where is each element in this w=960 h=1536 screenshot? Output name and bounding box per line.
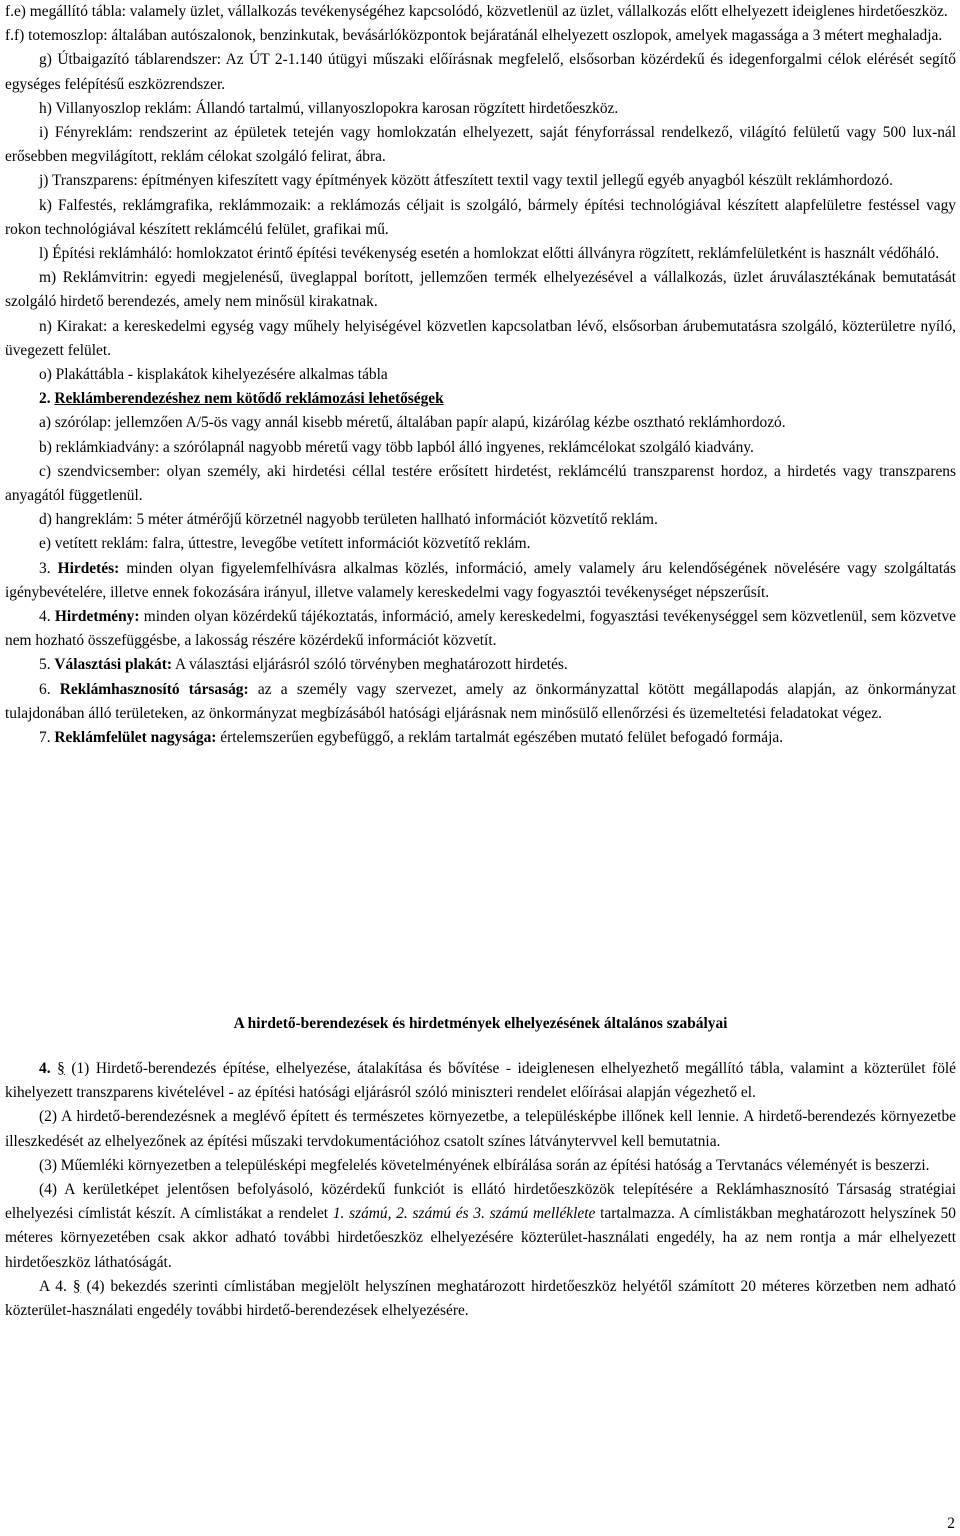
paragraph-4-5 bbox=[5, 1275, 956, 1323]
definition-6-number: 6. bbox=[39, 680, 51, 698]
section-2-number: 2. bbox=[39, 390, 51, 408]
definition-7-text: értelemszerűen egybefüggő, a reklám tartalmát egészében mutató felület befogadó formája. bbox=[220, 729, 784, 747]
definition-5-term: Választási plakát: bbox=[54, 656, 172, 674]
annex-reference: 1. számú, 2. számú és 3. számú melléklete bbox=[332, 1205, 596, 1223]
paragraph-2d: d) hangreklám: 5 méter átmérőjű körzetnél nagyobb területen hallható információt közvetítő reklám. bbox=[39, 511, 658, 529]
paragraph-4-3: (3) Műemléki környezetben a településképi megfelelés követelményének elbírálása során az építési hatóság a Tervtanács véleményét is beszerzi. bbox=[39, 1156, 930, 1174]
paragraph-h: h) Villanyoszlop reklám: Állandó tartalmú, villanyoszlopokra karosan rögzített hirdetőeszköz. bbox=[39, 99, 619, 117]
section-sign: § bbox=[57, 1060, 65, 1077]
definition-5 bbox=[5, 653, 956, 677]
definition-6-term: Reklámhasznosító társaság: bbox=[59, 680, 249, 698]
paragraph-fe: f.e) megállító tábla: valamely üzlet, vállalkozás tevékenységéhez kapcsolódó, közvetlenül az üzlet, vállalkozás előtt elhelyezett ideiglenes hirdetőeszköz. bbox=[5, 3, 948, 20]
definition-5-number: 5. bbox=[39, 656, 51, 674]
paragraph-m: m) Reklámvitrin: egyedi megjelenésű, üveglappal borított, jellemzően termék elhelyezésével a vállalkozás, üzlet áruválasztékának bemutatását szolgáló hirdető berendezés, amely nem minősül kirakatnak. bbox=[5, 269, 956, 311]
paragraph-4-4-text-a: (4) A kerületképet jelentősen befolyásoló, közérdekű funkciót is ellátó hirdetőeszközök telepítésére a Reklámhasznosító Társaság stratégiai elhelyezési címlistát készít. A címlistákat a rendelet bbox=[5, 1181, 956, 1223]
definition-4 bbox=[5, 605, 956, 653]
page-number: 2 bbox=[947, 1515, 955, 1532]
paragraph-l: l) Építési reklámháló: homlokzatot érintő építési tevékenység esetén a homlokzat előtti állványra rögzített, reklámfelületként is használt védőháló. bbox=[39, 245, 940, 263]
definition-6 bbox=[5, 678, 956, 726]
paragraph-4-4-text-b: tartalmazza. A címlistákban meghatározott helyszínek 50 méteres környezetében csak akkor adható további hirdetőeszköz elhelyezésére közterület-használati engedély, ha az nem rontja a már elhelyezett hirdetőeszköz láthatóságát. bbox=[5, 1205, 956, 1271]
definition-3 bbox=[5, 557, 956, 605]
definition-7 bbox=[5, 726, 956, 750]
definition-3-number: 3. bbox=[39, 559, 51, 577]
paragraph-n: n) Kirakat: a kereskedelmi egység vagy műhely helyiségével közvetlen kapcsolatban lévő, elsősorban árubemutatásra szolgáló, közterületre nyíló, üvegezett felület. bbox=[5, 317, 956, 359]
paragraph-4-4 bbox=[5, 1178, 956, 1275]
paragraph-o: o) Plakáttábla - kisplakátok kihelyezésére alkalmas tábla bbox=[39, 366, 388, 384]
section-heading: A hirdető-berendezések és hirdetmények elhelyezésének általános szabályai bbox=[233, 1015, 728, 1032]
definition-4-term: Hirdetmény: bbox=[54, 608, 140, 626]
paragraph-i: i) Fényreklám: rendszerint az épületek tetején vagy homlokzatán elhelyezett, saját fényforrással rendelkező, világító felületű vagy 500 lux-nál erősebben megvilágított, reklám célokat szolgáló felirat, ábra. bbox=[5, 124, 956, 166]
section-definitions-continued bbox=[5, 0, 956, 750]
section-4-number: 4. bbox=[39, 1060, 51, 1077]
paragraph-2a: a) szórólap: jellemzően A/5-ös vagy annál kisebb méretű, általában papír alapú, kizárólag kézbe osztható reklámhordozó. bbox=[39, 414, 786, 432]
definition-3-text: minden olyan figyelemfelhívásra alkalmas közlés, információ, amely valamely áru kelendőségének növelésére vagy szolgáltatás igénybevételére, illetve ennek fokozására irányul, illetve valamely kereskedelmi vagy fogyasztói tevékenységet népszerűsít. bbox=[5, 559, 956, 601]
definition-4-number: 4. bbox=[39, 608, 51, 626]
paragraph-2b: b) reklámkiadvány: a szórólapnál nagyobb méretű vagy több lapból álló ingyenes, reklámcélokat szolgáló kiadvány. bbox=[39, 438, 754, 456]
definition-7-number: 7. bbox=[39, 729, 51, 747]
definition-4-text: minden olyan közérdekű tájékoztatás, információ, amely kereskedelmi, fogyasztási tevékenységgel sem közvetlenül, sem közvetve nem hozható összefüggésbe, a lakosság részére közérdekű információt közvetít. bbox=[5, 608, 956, 650]
section-2-heading: Reklámberendezéshez nem kötődő reklámozási lehetőségek bbox=[54, 390, 444, 408]
paragraph-j: j) Transzparens: építményen kifeszített vagy építmények között átfeszített textil vagy textil jellegű egyéb anyagból készült reklámhordozó. bbox=[39, 172, 893, 190]
paragraph-ff: f.f) totemoszlop: általában autószalonok, benzinkutak, bevásárlóközpontok bejáratánál elhelyezett oszlopok, amelyek magassága a 3 métert meghaladja. bbox=[5, 27, 943, 45]
definition-6-text: az a személy vagy szervezet, amely az önkormányzattal kötött megállapodás alapján, az önkormányzat tulajdonában álló területeken, az önkormányzat megbízásából hatósági eljárásnak nem minősülő ellenőrzési és üzemeltetési feladatokat végez. bbox=[5, 680, 956, 722]
definition-5-text: A választási eljárásról szóló törvényben meghatározott hirdetés. bbox=[174, 656, 568, 674]
paragraph-4-1 bbox=[5, 1057, 956, 1105]
paragraph-2c: c) szendvicsember: olyan személy, aki hirdetési céllal testére erősített hirdetést, reklámcélú transzparenst hordoz, a hirdetés vagy transzparens anyagától függetlenül. bbox=[5, 462, 956, 505]
paragraph-4-5-text-a: A 4. bbox=[39, 1277, 73, 1295]
paragraph-4-5-text-b: (4) bekezdés szerinti címlistában megjelölt helyszínen meghatározott hirdetőeszköz helyétől számított 20 méteres körzetben nem adható közterület-használati engedély további hirdető-berendezések elhelyezésére. bbox=[5, 1277, 956, 1320]
definition-7-term: Reklámfelület nagysága: bbox=[54, 729, 217, 747]
definition-3-term: Hirdetés: bbox=[57, 559, 120, 577]
paragraph-4-1-text: (1) Hirdető-berendezés építése, elhelyezése, átalakítása és bővítése - ideiglenesen elhelyezhető megállító tábla, valamint a közterület fölé kihelyezett transzparens kivételével - az építési hatósági eljárásról szóló miniszteri rendelet előírásai alapján végezhető el. bbox=[5, 1060, 956, 1102]
paragraph-k: k) Falfestés, reklámgrafika, reklámmozaik: a reklámozás céljait is szolgáló, bármely építési technológiával készített alapfelületre festéssel vagy rokon technológiával készített reklámcélú felület, grafikai mű. bbox=[5, 196, 956, 238]
section-2-title bbox=[5, 387, 956, 411]
paragraph-2e: e) vetített reklám: falra, úttestre, levegőbe vetített információt közvetítő reklám. bbox=[39, 535, 531, 553]
paragraph-4-2: (2) A hirdető-berendezésnek a meglévő épített és természetes környezetbe, a településképbe illőnek kell lennie. A hirdető-berendezés környezetbe illeszkedését az elhelyezőnek az építési műszaki tervdokumentációhoz csatolt színes látványtervvel kell bemutatnia. bbox=[5, 1108, 956, 1150]
paragraph-g: g) Útbaigazító táblarendszer: Az ÚT 2-1.140 útügyi műszaki előírásnak megfelelő, elsősorban közérdekű és idegenforgalmi célok elérését segítő egységes felépítésű eszközrendszer. bbox=[5, 51, 956, 93]
section-4 bbox=[5, 1057, 956, 1323]
section-sign-ref: § bbox=[72, 1277, 81, 1295]
